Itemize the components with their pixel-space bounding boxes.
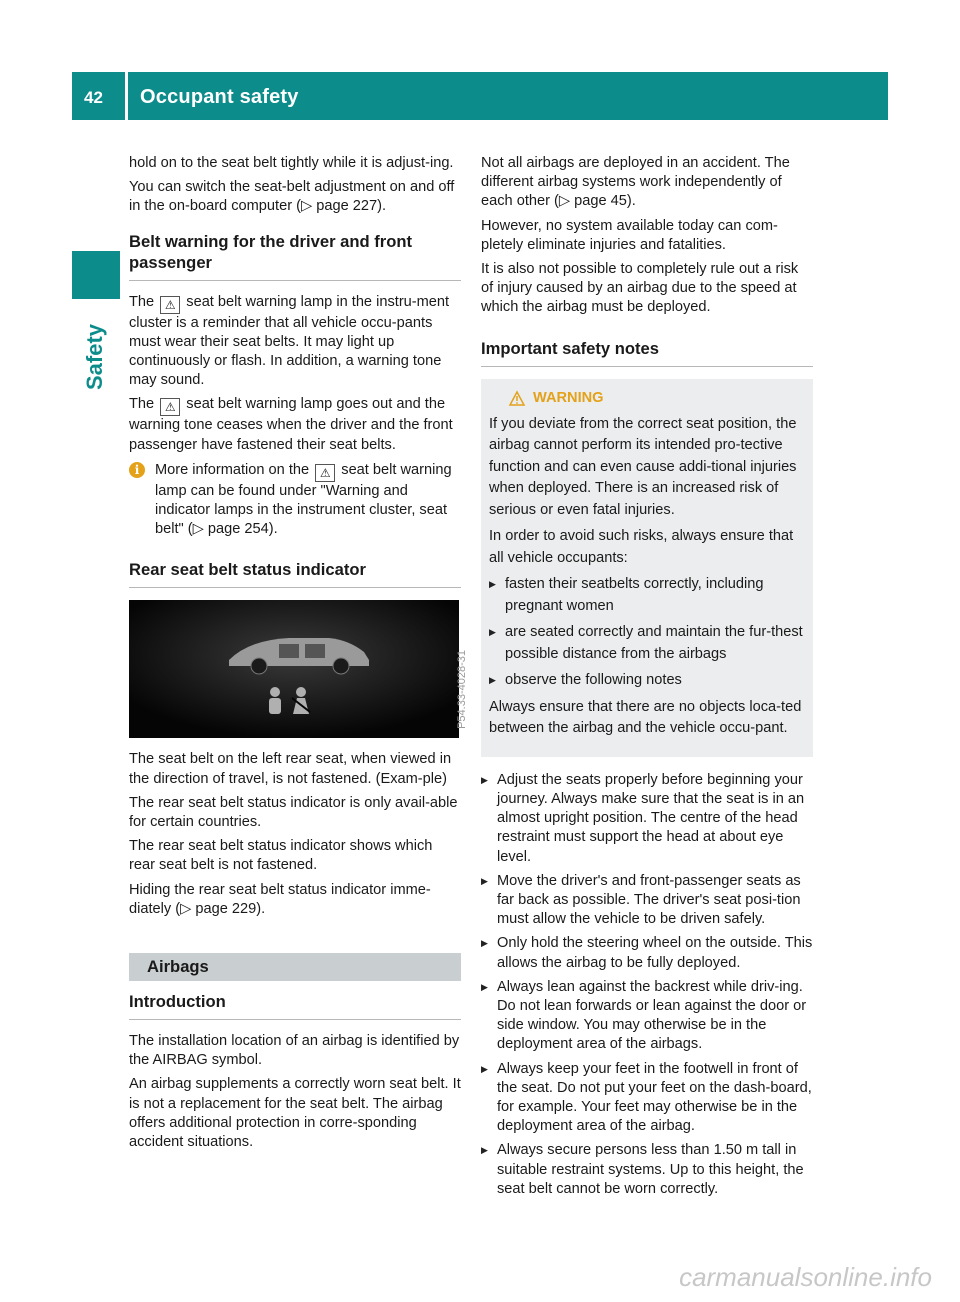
- section-heading: Belt warning for the driver and front passenger: [129, 231, 461, 281]
- paragraph: The rear seat belt status indicator is only avail-able for certain countries.: [129, 794, 458, 831]
- rear-seat-left-icon: [269, 687, 281, 714]
- side-tab-marker: [72, 251, 120, 299]
- paragraph: The seat belt on the left rear seat, when viewed in the direction of travel, is not fastened. (Exam-ple): [129, 751, 452, 787]
- right-column: [481, 154, 813, 1204]
- paragraph: The ⚠ seat belt warning lamp goes out and the warning tone ceases when the driver and the front passenger have fastened their seat belts.: [129, 396, 453, 453]
- seat-belt-warning-icon: ⚠: [160, 398, 180, 416]
- list-item: ▶ are seated correctly and maintain the fur-thest possible distance from the airbags: [489, 622, 805, 665]
- list-item: ▶ Adjust the seats properly before beginning your journey. Always make sure that the seat is in an almost upright position. The centre of the head restraint must support the head at about eye level.: [481, 771, 813, 867]
- section-heading: Rear seat belt status indicator: [129, 559, 461, 588]
- info-icon: i: [129, 462, 145, 478]
- warning-title: WARNING: [509, 389, 805, 408]
- paragraph: You can switch the seat-belt adjustment on and off in the on-board computer (▷ page 227).: [129, 179, 455, 215]
- figure-code: P54.33-4028-31: [456, 650, 468, 730]
- chapter-section-title: Airbags: [129, 953, 461, 981]
- paragraph: Hiding the rear seat belt status indicator imme-diately (▷ page 229).: [129, 881, 431, 917]
- watermark: carmanualsonline.info: [679, 1262, 932, 1292]
- left-column: [129, 154, 468, 1157]
- paragraph: However, no system available today can com-pletely eliminate injuries and fatalities.: [481, 217, 778, 253]
- rear-seat-belt-status-figure: [129, 600, 468, 738]
- side-tab-label: Safety: [82, 323, 107, 390]
- warning-box: [481, 379, 813, 757]
- list-item: ▶ observe the following notes: [489, 670, 805, 692]
- paragraph: The rear seat belt status indicator shows which rear seat belt is not fastened.: [129, 838, 433, 874]
- seat-belt-warning-icon: ⚠: [315, 464, 335, 482]
- list-item: ▶ fasten their seatbelts correctly, including pregnant women: [489, 574, 805, 617]
- list-item: ▶ Move the driver's and front-passenger seats as far back as possible. The driver's seat posi-tion must allow the vehicle to be driven safely.: [481, 872, 813, 930]
- paragraph: hold on to the seat belt tightly while it is adjust-ing.: [129, 155, 454, 171]
- paragraph: The ⚠ seat belt warning lamp in the instru-ment cluster is a reminder that all vehicle occu-pants must wear their seat belts. It may light up continuously or flash. In addition, a warning tone may sound.: [129, 293, 450, 389]
- paragraph: An airbag supplements a correctly worn seat belt. It is not a replacement for the seat belt. The airbag offers additional protection in corre-sponding accident situations.: [129, 1076, 461, 1151]
- warning-triangle-icon: [509, 391, 525, 406]
- list-item: ▶ Always secure persons less than 1.50 m tall in suitable restraint systems. Up to this height, the seat belt cannot be worn correctly.: [481, 1141, 813, 1199]
- warning-list: [489, 574, 805, 692]
- header-separator: [125, 72, 128, 120]
- page-title: Occupant safety: [140, 86, 299, 108]
- page-number: 42: [84, 88, 103, 107]
- section-heading: Important safety notes: [481, 338, 813, 367]
- warning-text: Always ensure that there are no objects loca-ted between the airbag and the vehicle occu-pant.: [489, 698, 802, 737]
- warning-text: If you deviate from the correct seat position, the airbag cannot perform its intended pro-tective function and can even cause addi-tional injuries when deployed. There is an increased risk of serious or even fatal injuries.: [489, 415, 797, 518]
- paragraph: The installation location of an airbag is identified by the AIRBAG symbol.: [129, 1033, 460, 1069]
- info-text: More information on the ⚠ seat belt warning lamp can be found under "Warning and indicator lamps in the instrument cluster, seat belt" (▷ page 254).: [155, 461, 452, 538]
- paragraph: Not all airbags are deployed in an accident. The different airbag systems work independently of each other (▷ page 45).: [481, 155, 790, 210]
- section-heading: Introduction: [129, 991, 461, 1020]
- seat-belt-warning-icon: ⚠: [160, 296, 180, 314]
- info-note: [129, 461, 461, 540]
- list-item: ▶ Always lean against the backrest while driv-ing. Do not lean forwards or lean against the door or side window. You may otherwise be in the deployment area of the airbags.: [481, 978, 813, 1055]
- list-item: ▶ Always keep your feet in the footwell in front of the seat. Do not put your feet on the dash-board, for example. Your feet may otherwise be in the deployment area of the airbag.: [481, 1060, 813, 1137]
- safety-notes-list: [481, 771, 813, 1199]
- car-illustration: [129, 600, 459, 738]
- list-item: ▶ Only hold the steering wheel on the outside. This allows the airbag to be fully deployed.: [481, 934, 813, 972]
- warning-text: In order to avoid such risks, always ensure that all vehicle occupants:: [489, 528, 794, 566]
- paragraph: It is also not possible to completely rule out a risk of injury caused by an airbag due to the speed at which the airbag must be deployed.: [481, 261, 799, 316]
